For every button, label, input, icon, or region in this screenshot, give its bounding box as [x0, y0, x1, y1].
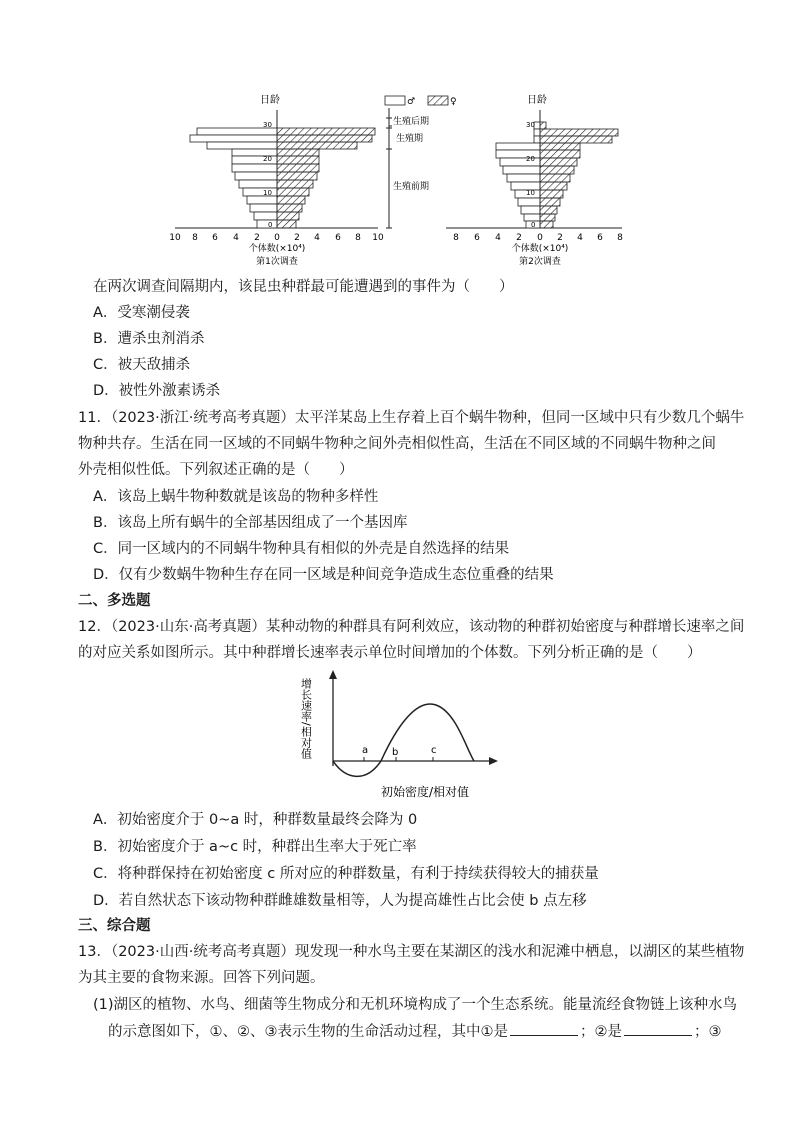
- s1-xtick: 8: [355, 233, 361, 243]
- s2-bar-m: [521, 206, 540, 214]
- s1-caption: 第1次调查: [256, 257, 298, 267]
- q11-line-3: 外壳相似性低。下列叙述正确的是（ ）: [78, 462, 354, 478]
- s2-bar-f: [540, 136, 612, 143]
- s2-ytick: 20: [526, 155, 535, 163]
- answer-blank-1[interactable]: [510, 1021, 578, 1036]
- y-axis-label-1: 日龄: [260, 95, 280, 106]
- s2-bar-f: [540, 182, 567, 190]
- section-heading-2: 二、多选题: [78, 593, 151, 609]
- q12-option-b[interactable]: B．初始密度介于 a~c 时，种群出生率大于死亡率: [93, 839, 417, 855]
- s1-bar-m: [254, 212, 277, 220]
- graph-y-label: 增长速率/相对值: [299, 678, 313, 759]
- y-axis-label-2: 日龄: [527, 95, 547, 106]
- s1-xtick: 6: [212, 233, 218, 243]
- s1-bar-m: [197, 128, 277, 135]
- survey2-bars: [496, 122, 618, 228]
- s2-bar-f: [540, 206, 557, 214]
- s2-xtick: 8: [617, 233, 623, 243]
- s2-xtick: 6: [474, 233, 480, 243]
- s1-bar-m: [232, 164, 277, 172]
- s1-xtick: 10: [372, 233, 384, 243]
- s2-xtick: 8: [453, 233, 459, 243]
- s2-xtick: 2: [516, 233, 522, 243]
- stage-post-label: 生殖后期: [393, 117, 430, 127]
- q10-option-b[interactable]: B．遭杀虫剂消杀: [93, 331, 205, 347]
- s1-bar-m: [207, 142, 277, 149]
- q13-sub1-line-2: [108, 1021, 722, 1042]
- q11-option-d[interactable]: D．仅有少数蜗牛物种生存在同一区域是种间竞争造成生态位重叠的结果: [93, 567, 554, 583]
- s2-x-label: 个体数(×10⁴): [511, 244, 569, 254]
- s1-ytick: 0: [268, 221, 273, 229]
- q10-option-a[interactable]: A．受寒潮侵袭: [93, 305, 190, 321]
- s2-bar-m: [534, 129, 540, 136]
- s2-bar-f: [540, 129, 618, 136]
- s1-bar-m: [239, 180, 277, 188]
- graph-point-b: b: [392, 747, 399, 758]
- s2-bar-f: [540, 214, 555, 221]
- s2-bar-f: [540, 221, 553, 228]
- graph-x-label: 初始密度/相对值: [381, 785, 470, 799]
- stage-pre-label: 生殖前期: [393, 182, 430, 192]
- section-heading-3: 三、综合题: [78, 918, 151, 934]
- s2-ytick: 10: [526, 189, 535, 197]
- q12-option-a[interactable]: A．初始密度介于 0~a 时，种群数量最终会降为 0: [93, 812, 418, 828]
- s1-bar-m: [257, 220, 277, 228]
- s1-xtick: 8: [192, 233, 198, 243]
- q10-option-d[interactable]: D．被性外激素诱杀: [93, 383, 221, 399]
- q11-option-b[interactable]: B．该岛上所有蜗牛的全部基因组成了一个基因库: [93, 515, 408, 531]
- q13-line-1: 13．（2023·山西·统考高考真题）现发现一种水鸟主要在某湖区的浅水和泥滩中栖息，以湖区的某些植物: [78, 944, 745, 960]
- allee-effect-graph: [296, 668, 506, 808]
- s2-bar-m: [507, 174, 540, 182]
- s1-bar-m: [247, 196, 277, 204]
- s2-bar-f: [540, 166, 574, 174]
- q12-option-d[interactable]: D．若自然状态下该动物种群雌雄数量相等，人为提高雄性占比会使 b 点左移: [93, 893, 587, 909]
- s2-caption: 第2次调查: [519, 257, 561, 267]
- q12-line-1: 12．（2023·山东·高考真题）某种动物的种群具有阿利效应，该动物的种群初始密度与种群增长速率之间: [78, 619, 745, 635]
- survey1-bars: [190, 128, 375, 228]
- s2-bar-f: [540, 198, 560, 206]
- q10-stem: 在两次调查间隔期内，该昆虫种群最可能遭遇到的事件为（ ）: [93, 279, 514, 295]
- s2-bar-m: [534, 136, 540, 143]
- s1-xticks: [169, 233, 384, 243]
- s2-ytick: 0: [531, 221, 536, 229]
- s2-bar-m: [518, 198, 540, 206]
- stage-repro-label: 生殖期: [396, 134, 424, 144]
- q11-option-c[interactable]: C．同一区域内的不同蜗牛物种具有相似的外壳是自然选择的结果: [93, 541, 510, 557]
- s1-bar-f: [277, 156, 319, 164]
- legend-male-swatch: [385, 96, 405, 105]
- s2-bar-f: [540, 143, 580, 150]
- s1-bar-f: [277, 135, 372, 142]
- q13-sub1-text-b: ；②是: [580, 1024, 622, 1040]
- s2-bar-m: [503, 166, 540, 174]
- s1-bar-f: [277, 204, 302, 212]
- s1-bar-m: [190, 135, 277, 142]
- s1-bar-m: [250, 204, 277, 212]
- s1-xtick: 2: [294, 233, 300, 243]
- s1-xtick: 4: [314, 233, 320, 243]
- s1-bar-f: [277, 188, 309, 196]
- s1-xtick: 0: [274, 233, 280, 243]
- s1-bar-f: [277, 172, 317, 180]
- s1-bar-f: [277, 212, 299, 220]
- s1-bar-f: [277, 142, 357, 149]
- q13-sub1-text-c: ；③: [694, 1024, 722, 1040]
- s1-xtick: 4: [233, 233, 239, 243]
- legend-female: ♀: [450, 97, 457, 107]
- s1-x-label: 个体数(×10⁴): [248, 244, 306, 254]
- s2-bar-m: [496, 143, 540, 150]
- s1-bar-f: [277, 196, 305, 204]
- s2-xticks: [453, 233, 623, 243]
- s2-bar-f: [540, 122, 546, 129]
- s2-xtick: 0: [537, 233, 543, 243]
- age-pyramid-figure: [160, 88, 640, 273]
- q11-line-1: 11．（2023·浙江·统考高考真题）太平洋某岛上生存着上百个蜗牛物种，但同一区域中只有少数几个蜗牛: [78, 410, 745, 426]
- q13-sub1-text-a: 的示意图如下，①、②、③表示生物的生命活动过程，其中①是: [108, 1024, 508, 1040]
- q11-option-a[interactable]: A．该岛上蜗牛物种数就是该岛的物种多样性: [93, 489, 379, 505]
- s1-bar-f: [277, 220, 296, 228]
- s1-xtick: 10: [169, 233, 181, 243]
- s2-xtick: 6: [597, 233, 603, 243]
- q11-line-2: 物种共存。生活在同一区域的不同蜗牛物种之间外壳相似性高，生活在不同区域的不同蜗牛物种之间: [78, 436, 716, 452]
- s2-bar-f: [540, 174, 570, 182]
- s2-xtick: 2: [557, 233, 563, 243]
- legend-male: ♂: [407, 97, 416, 107]
- growth-rate-curve: [333, 704, 474, 776]
- q10-option-c[interactable]: C．被天敌捕杀: [93, 357, 191, 373]
- s1-ytick: 10: [263, 189, 272, 197]
- s1-bar-m: [235, 172, 277, 180]
- s1-xtick: 2: [254, 233, 260, 243]
- s1-ytick: 30: [263, 121, 272, 129]
- q12-option-c[interactable]: C．将种群保持在初始密度 c 所对应的种群数量，有利于持续获得较大的捕获量: [93, 866, 599, 882]
- s2-bar-f: [540, 190, 563, 198]
- s1-xtick: 6: [335, 233, 341, 243]
- s1-bar-f: [277, 128, 375, 135]
- graph-point-a: a: [362, 745, 369, 756]
- legend-female-swatch: [428, 96, 448, 105]
- s1-bar-f: [277, 180, 313, 188]
- q12-line-2: 的对应关系如图所示。其中种群增长速率表示单位时间增加的个体数。下列分析正确的是（ ）: [78, 645, 702, 661]
- s2-bar-m: [524, 214, 540, 221]
- answer-blank-2[interactable]: [624, 1021, 692, 1036]
- s2-bar-f: [540, 150, 580, 158]
- s1-bar-f: [277, 164, 319, 172]
- s2-xtick: 4: [577, 233, 583, 243]
- s2-bar-f: [540, 158, 577, 166]
- s1-bar-f: [277, 149, 319, 156]
- graph-point-c: c: [431, 745, 437, 756]
- q13-line-2: 为其主要的食物来源。回答下列问题。: [78, 970, 325, 986]
- s2-ytick: 30: [526, 121, 535, 129]
- s1-ytick: 20: [263, 155, 272, 163]
- s2-xtick: 4: [495, 233, 501, 243]
- q13-sub1-line-1: (1)湖区的植物、水鸟、细菌等生物成分和无机环境构成了一个生态系统。能量流经食物链上该种水鸟: [93, 997, 738, 1013]
